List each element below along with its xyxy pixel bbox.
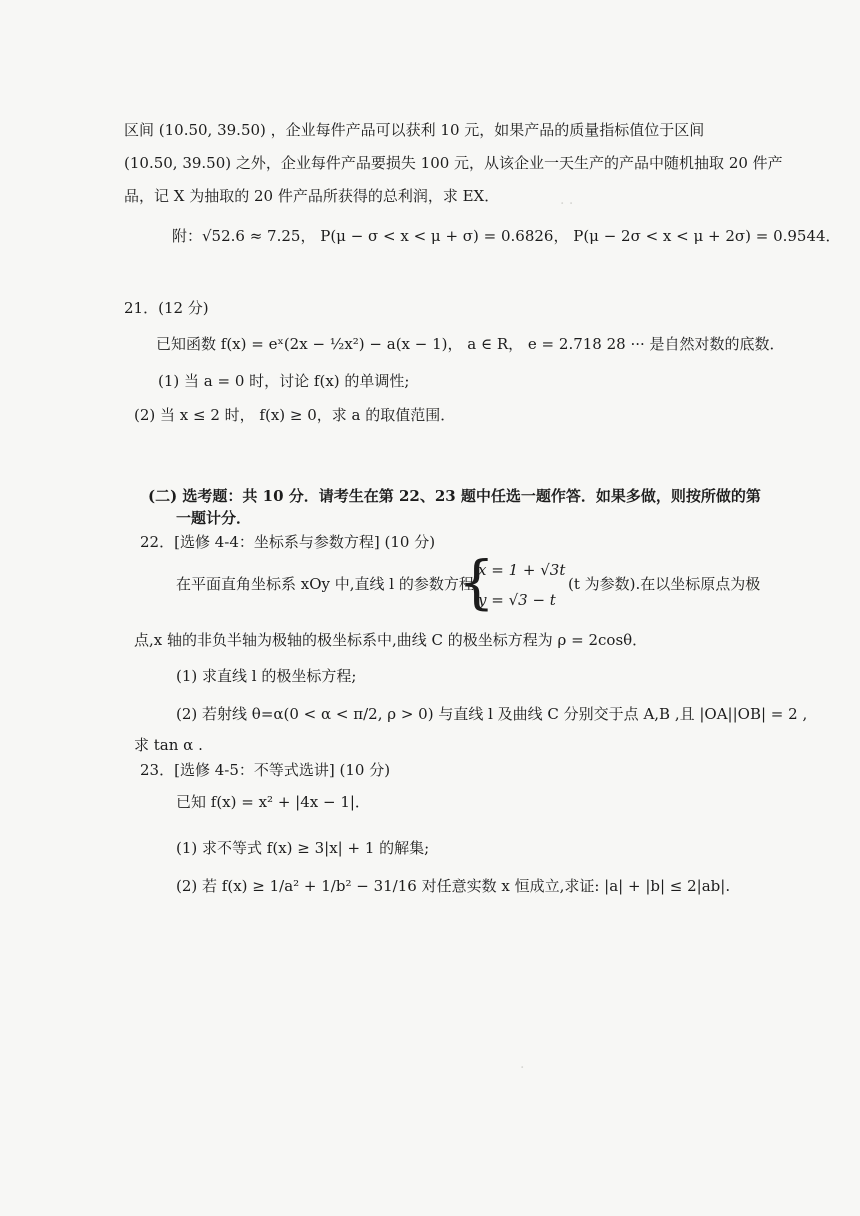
q23-stem: 已知 f(x) = x² + |4x − 1|． bbox=[176, 793, 370, 811]
bleed-through-mark: · bbox=[520, 1060, 525, 1076]
elective-instruction-line-2: 一题计分． bbox=[176, 509, 252, 527]
q21-stem: 已知函数 f(x) = eˣ(2x − ½x²) − a(x − 1)， a ∈ R， e = 2.718 28 ··· 是自然对数的底数． bbox=[156, 335, 785, 353]
q22-param-eq-y: y = √3 − t bbox=[478, 591, 556, 609]
q22-part-2: (2) 若射线 θ=α(0 < α < π/2, ρ > 0) 与直线 l 及曲线 C 分别交于点 A,B ,且 |OA||OB| = 2 , bbox=[176, 705, 808, 723]
q22-stem-post: (t 为参数).在以坐标原点为极 bbox=[568, 575, 761, 593]
q22-param-eq-x: x = 1 + √3t bbox=[478, 561, 566, 579]
bleed-through-mark: · · bbox=[560, 196, 574, 212]
q20-appendix: 附：√52.6 ≈ 7.25， P(μ − σ < x < μ + σ) = 0.6826， P(μ − 2σ < x < μ + 2σ) = 0.9544． bbox=[172, 227, 841, 245]
q23-part-2: (2) 若 f(x) ≥ 1/a² + 1/b² − 31/16 对任意实数 x 恒成立,求证: |a| + |b| ≤ 2|ab|. bbox=[176, 877, 731, 895]
q20-line-1: 区间 (10.50, 39.50) ，企业每件产品可以获利 10 元，如果产品的质量指标值位于区间 bbox=[124, 121, 705, 139]
q21-part-2: (2) 当 x ≤ 2 时， f(x) ≥ 0，求 a 的取值范围． bbox=[134, 406, 456, 424]
q20-line-3: 品，记 X 为抽取的 20 件产品所获得的总利润，求 EX． bbox=[124, 187, 500, 205]
elective-instruction-line-1: (二) 选考题：共 10 分．请考生在第 22、23 题中任选一题作答．如果多做，则按所做的第 bbox=[148, 487, 761, 505]
q22-part-1: (1) 求直线 l 的极坐标方程; bbox=[176, 667, 357, 685]
q21-part-1: (1) 当 a = 0 时，讨论 f(x) 的单调性; bbox=[158, 372, 410, 390]
system-brace: { bbox=[458, 548, 495, 616]
q23-part-1: (1) 求不等式 f(x) ≥ 3|x| + 1 的解集; bbox=[176, 839, 430, 857]
q22-stem-pre: 在平面直角坐标系 xOy 中,直线 l 的参数方程 bbox=[176, 575, 474, 593]
q22-line-2: 点,x 轴的非负半轴为极轴的极坐标系中,曲线 C 的极坐标方程为 ρ = 2cosθ． bbox=[134, 631, 648, 649]
q23-header: 23．[选修 4-5：不等式选讲] (10 分) bbox=[140, 761, 391, 779]
q22-header: 22．[选修 4-4：坐标系与参数方程] (10 分) bbox=[140, 533, 436, 551]
q22-part-2-end: 求 tan α . bbox=[134, 736, 203, 754]
q20-line-2: (10.50, 39.50) 之外，企业每件产品要损失 100 元，从该企业一天生产的产品中随机抽取 20 件产 bbox=[124, 154, 783, 172]
q21-header: 21．(12 分) bbox=[124, 299, 209, 317]
